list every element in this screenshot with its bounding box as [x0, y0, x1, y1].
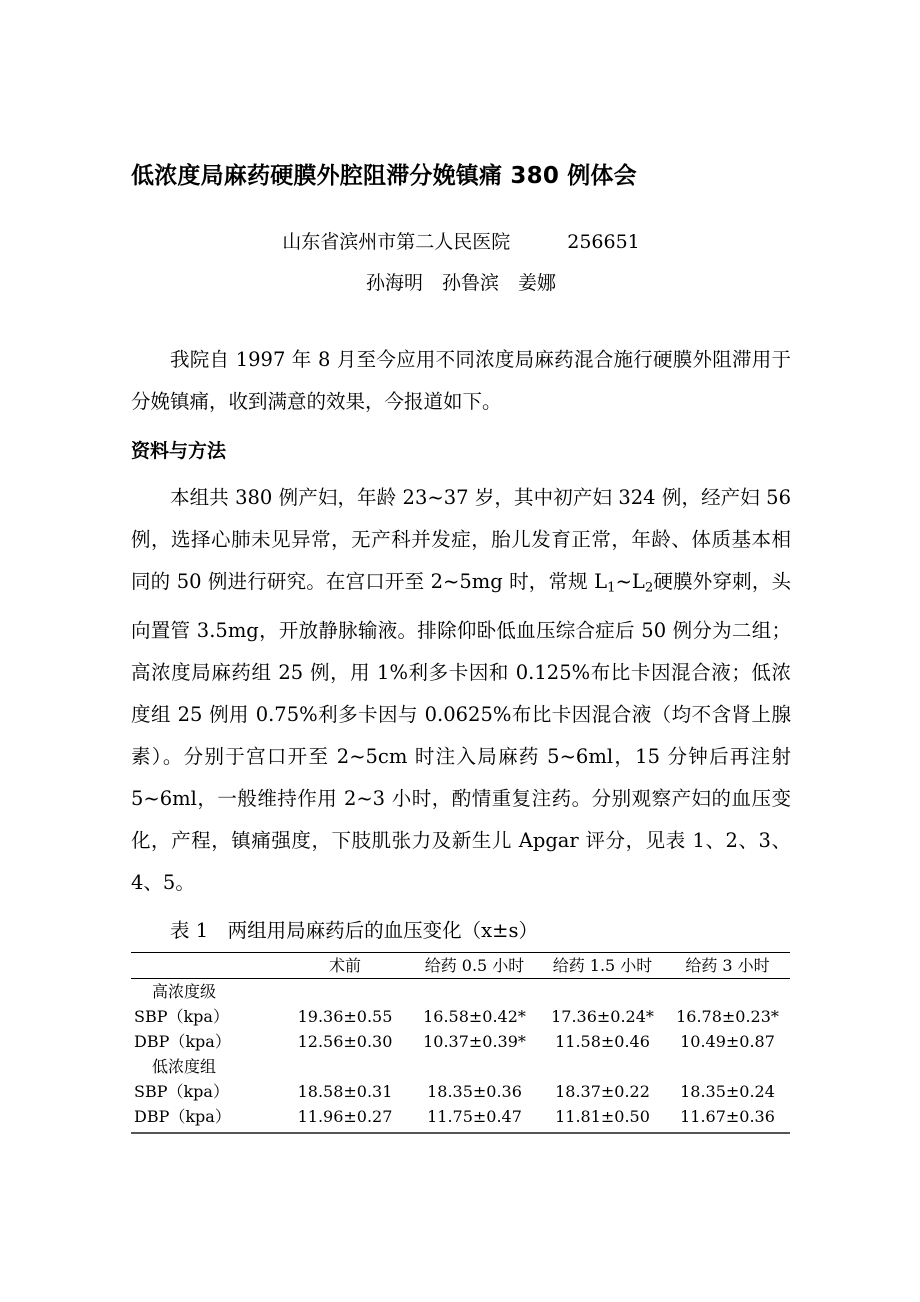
table-cell: 16.58±0.42*	[423, 1007, 526, 1027]
intro-paragraph: 我院自 1997 年 8 月至今应用不同浓度局麻药混合施行硬膜外阻滞用于分娩镇痛，收到满意的效果，今报道如下。	[131, 347, 791, 413]
table-cell: 11.67±0.36	[665, 1104, 790, 1133]
table-cell: 10.49±0.87	[680, 1032, 775, 1052]
table-cell: 18.35±0.24	[680, 1082, 775, 1102]
methods-text-part1: 本组共 380 例产妇，年龄 23~37 岁，其中初产妇 324 例，经产妇 56 例，选择心肺未见异常，无产科并发症，胎儿发育正常，年龄、体质基本相同的 50 例进行研究。在宫口开至 2~5mg 时，常规 L	[131, 486, 791, 594]
methods-paragraph	[131, 477, 791, 904]
table-cell: 16.78±0.23*	[676, 1007, 779, 1027]
table-cell: 11.58±0.46	[555, 1032, 650, 1052]
table-header-cell-0	[131, 953, 281, 979]
table-row-label: SBP（kpa）	[134, 1082, 229, 1102]
table-cell: 18.37±0.22	[555, 1082, 650, 1102]
table-cell: 17.36±0.24*	[551, 1007, 654, 1027]
table-1-body	[131, 979, 790, 1134]
table-cell-empty	[665, 1054, 790, 1079]
table-cell-empty	[665, 979, 790, 1005]
table-1-caption: 表 1 两组用局麻药后的血压变化（x±s）	[170, 919, 538, 943]
table-cell: 19.36±0.55	[297, 1007, 393, 1027]
table-cell: 18.35±0.36	[427, 1082, 522, 1102]
table-row	[131, 1029, 790, 1054]
table-1	[131, 952, 790, 1134]
table-cell-empty	[409, 979, 540, 1005]
methods-text-part2: 硬膜外穿刺，头向置管 3.5mg，开放静脉输液。排除仰卧低血压综合症后 50 例分为二组；高浓度局麻药组 25 例，用 1%利多卡因和 0.125%布比卡因混合液；低浓度组 25 例用 0.75%利多卡因与 0.0625%布比卡因混合液（均不含肾上腺素）。分别于宫口开至 2~5cm 时注入局麻药 5~6ml，15 分钟后再注射 5~6ml，一般维持作用 2~3 小时，酌情重复注药。分别观察产妇的血压变化，产程，镇痛强度，下肢肌张力及新生儿 Apgar 评分，见表 1、2、3、4、5。	[131, 570, 791, 895]
table-cell-empty	[540, 979, 665, 1005]
table-group-label: 高浓度级	[152, 982, 217, 1002]
table-cell: 11.96±0.27	[281, 1104, 409, 1133]
page-content	[131, 0, 791, 1134]
table-header-cell-3: 给药 1.5 小时	[540, 953, 665, 979]
table-1-container	[131, 918, 791, 1134]
author-names: 孙海明 孙鲁滨 姜娜	[365, 271, 556, 294]
byline	[131, 230, 791, 294]
table-group-label: 低浓度组	[152, 1057, 217, 1077]
page-title: 低浓度局麻药硬膜外腔阻滞分娩镇痛 380 例体会	[131, 163, 637, 189]
methods-subscript-2: 2	[644, 581, 654, 597]
table-cell: 12.56±0.30	[297, 1032, 393, 1052]
table-row-label: DBP（kpa）	[131, 1104, 281, 1133]
author-affiliation: 山东省滨州市第二人民医院 256651	[282, 230, 640, 253]
table-cell-empty	[409, 1054, 540, 1079]
table-cell: 18.58±0.31	[297, 1082, 393, 1102]
table-cell-empty	[281, 1054, 409, 1079]
table-row-label: SBP（kpa）	[134, 1007, 229, 1027]
table-header-cell-4: 给药 3 小时	[665, 953, 790, 979]
table-row-label: DBP（kpa）	[134, 1032, 231, 1052]
table-group-row	[131, 1054, 790, 1079]
methods-text-tilde: ~L	[615, 570, 645, 594]
table-cell-empty	[281, 979, 409, 1005]
table-row	[131, 1104, 790, 1133]
table-1-head	[131, 953, 790, 979]
table-cell: 11.81±0.50	[540, 1104, 665, 1133]
table-cell-empty	[540, 1054, 665, 1079]
methods-subscript-1: 1	[607, 581, 616, 597]
table-cell: 10.37±0.39*	[423, 1032, 526, 1052]
table-header-cell-2: 给药 0.5 小时	[409, 953, 540, 979]
table-row	[131, 1079, 790, 1104]
table-cell: 11.75±0.47	[409, 1104, 540, 1133]
table-row	[131, 1004, 790, 1029]
table-header-cell-1: 术前	[281, 953, 409, 979]
table-header-row	[131, 953, 790, 979]
table-group-row	[131, 979, 790, 1005]
section-heading-methods: 资料与方法	[131, 439, 227, 462]
